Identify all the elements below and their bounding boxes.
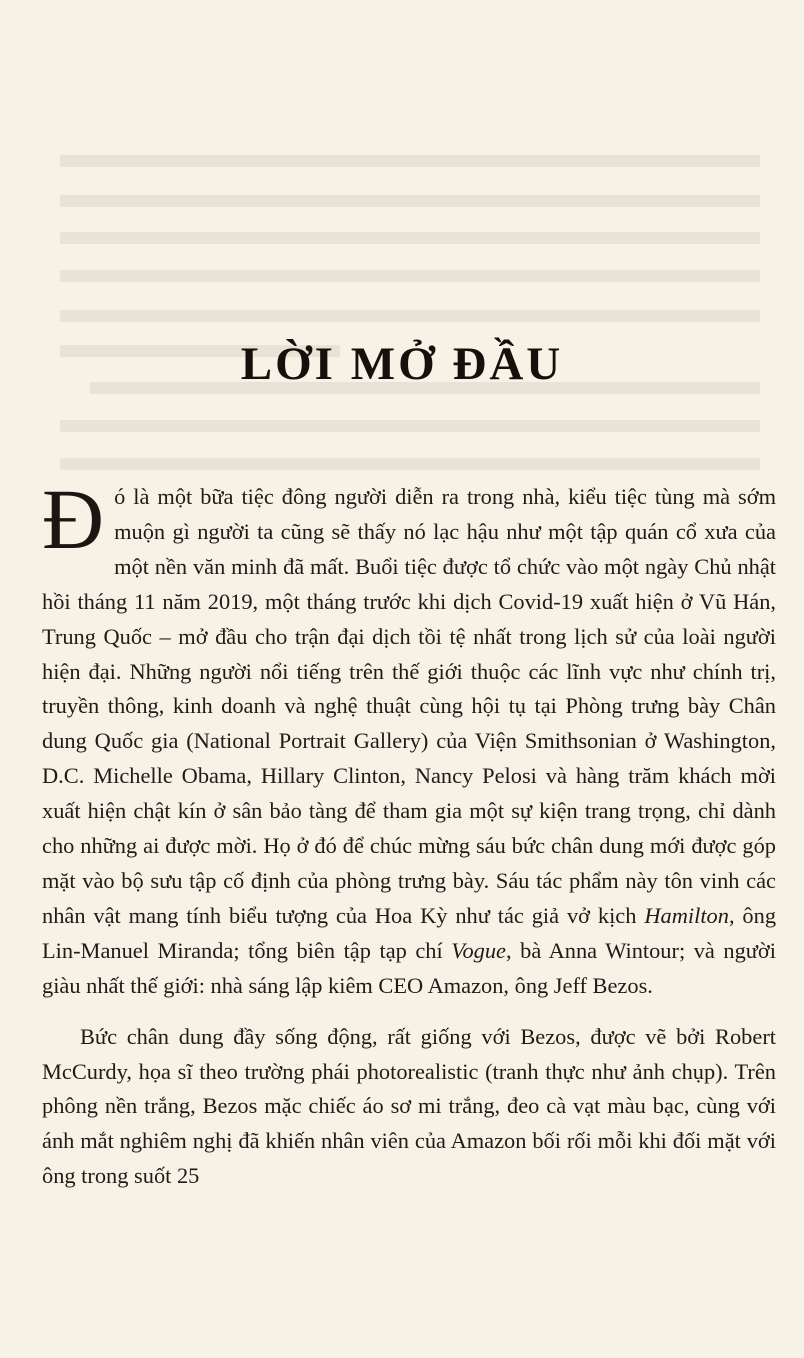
italic-title-hamilton: Hamilton bbox=[644, 902, 729, 928]
paragraph-1-text-mid: , ông Lin-Manuel Miranda; tổng biên tập tạp chí bbox=[42, 902, 777, 963]
paragraph-1-text-end: , bà Anna Wintour; và người giàu nhất thế giới: nhà sáng lập kiêm CEO Amazon, ông Jeff Bezos. bbox=[42, 937, 776, 998]
drop-cap: Đ bbox=[42, 471, 105, 567]
paragraph-1-text: ó là một bữa tiệc đông người diễn ra trong nhà, kiểu tiệc tùng mà sớm muộn gì người ta cũng sẽ thấy nó lạc hậu như một tập quán cổ xưa của một nền văn minh đã mất. Buổi tiệc được tổ chức vào một ngày Chủ nhật hồi tháng 11 năm 2019, một tháng trước khi dịch Covid-19 xuất hiện ở Vũ Hán, Trung Quốc – mở đầu cho trận đại dịch tồi tệ nhất trong lịch sử của loài người hiện đại. Những người nổi tiếng trên thế giới thuộc các lĩnh vực như chính trị, truyền thông, kinh doanh và nghệ thuật cùng hội tụ tại Phòng trưng bày Chân dung Quốc gia (National Portrait Gallery) của Viện Smithsonian ở Washington, D.C. Michelle Obama, Hillary Clinton, Nancy Pelosi và hàng trăm khách mời xuất hiện chật kín ở sân bảo tàng để tham gia một sự kiện trang trọng, chỉ dành cho những ai được mời. Họ ở đó để chúc mừng sáu bức chân dung mới được góp mặt vào bộ sưu tập cố định của phòng trưng bày. Sáu tác phẩm này tôn vinh các nhân vật mang tính biểu tượng của Hoa Kỳ như tác giả vở kịch bbox=[42, 484, 776, 928]
body-text bbox=[42, 471, 777, 1194]
chapter-title: LỜI MỞ ĐẦU bbox=[240, 338, 564, 391]
italic-title-vogue: Vogue bbox=[451, 937, 506, 963]
paragraph-2: Bức chân dung đầy sống động, rất giống với Bezos, được vẽ bởi Robert McCurdy, họa sĩ theo trường phái photorealistic (tranh thực như ảnh chụp). Trên phông nền trắng, Bezos mặc chiếc áo sơ mi trắng, đeo cà vạt màu bạc, cùng với ánh mắt nghiêm nghị đã khiến nhân viên của Amazon bối rối mỗi khi đối mặt với ông trong suốt 25 bbox=[42, 1023, 776, 1189]
paragraph-1 bbox=[42, 471, 777, 1004]
